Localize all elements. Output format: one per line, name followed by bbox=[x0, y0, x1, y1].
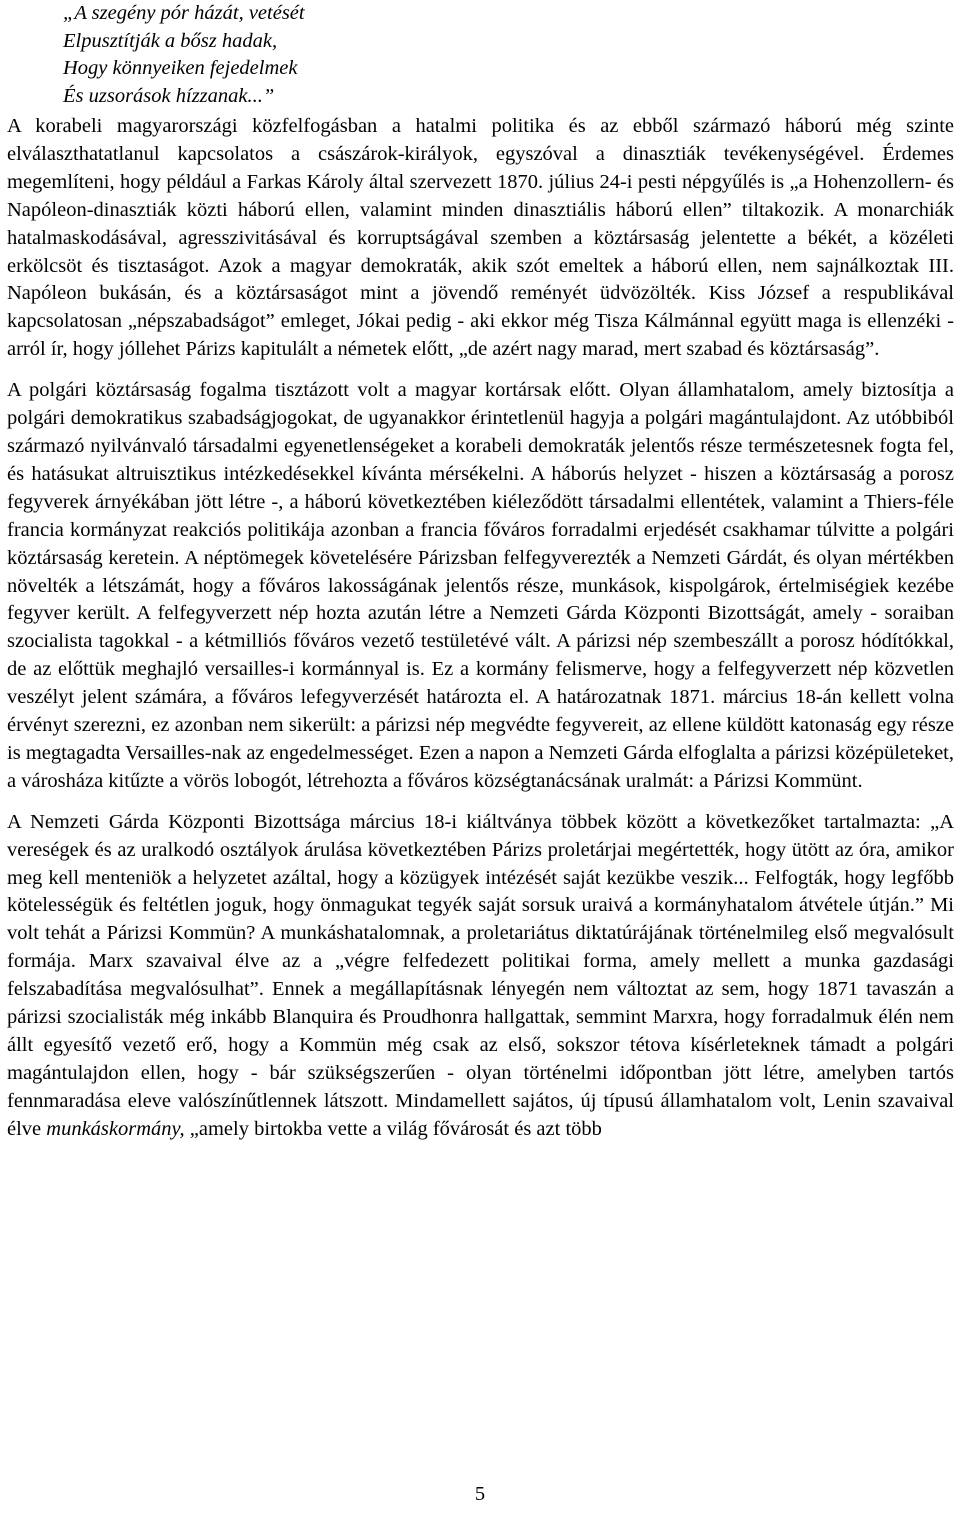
page-number: 5 bbox=[474, 1483, 486, 1505]
body-paragraph bbox=[7, 377, 954, 796]
paragraph-text: „amely birtokba vette a világ fővárosát és azt több bbox=[184, 1117, 602, 1140]
paragraph-text: A korabeli magyarországi közfelfogásban a hatalmi politika és az ebből származó háború még szinte elválaszthatatlanul kapcsolatos a császárok-királyok, egyszóval a dinasztiák tevékenységével. Érdemes megemlíteni, hogy például a Farkas Károly által szervezett 1870. július 24-i pesti népgyűlés is „a Hohenzollern- és Napóleon-dinasztiák közti háború ellen, valamint minden dinasztiális háború ellen” tiltakozik. A monarchiák hatalmaskodásával, agresszivitásával és korruptságával szemben a köztársaság jelentette a békét, a közéleti erkölcsöt és tisztaságot. Azok a magyar demokraták, akik szót emeltek a háború ellen, nem sajnálkoztak III. Napóleon bukásán, és a köztársaságot mint a jövendő reményét üdvözölték. Kiss József a respublikával kapcsolatosan „népszabadságot” emleget, Jókai pedig - aki ekkor még Tisza Kálmánnal együtt maga is ellenzéki - arról ír, hogy jóllehet Párizs kapitulált a németek előtt, „de azért nagy marad, mert szabad és köztársaság”. bbox=[7, 115, 954, 361]
poem-epigraph bbox=[63, 0, 954, 110]
poem-line: „A szegény pór házát, vetését bbox=[63, 2, 305, 24]
document-page bbox=[7, 0, 954, 1144]
paragraph-text: A Nemzeti Gárda Központi Bizottsága március 18-i kiáltványa többek között a következőket tartalmazta: „A vereségek és az uralkodó osztályok árulása következtében Párizs proletárjai megértették, hogy ütött az óra, amikor meg kell menteniök a helyzetet azáltal, hogy a közügyek intézését saját kezükbe veszik... Felfogták, hogy legfőbb kötelességük és feltétlen joguk, hogy önmagukat tegyék saját sorsuk uraivá a kormányhatalom átvétele útján.” Mi volt tehát a Párizsi Kommün? A munkáshatalomnak, a proletariátus diktatúrájának történelmileg első megvalósult formája. Marx szavaival élve az a „végre felfedezett politikai forma, amely mellett a munka gazdasági felszabadítása megvalósulhat”. Ennek a megállapításnak lényegén nem változtat az sem, hogy 1871 tavaszán a párizsi szocialisták még inkább Blanquira és Proudhonra hallgattak, semmint Marxra, hogy forradalmuk élén nem állt egyesítő vezető erő, hogy a Kommün még csak az első, sokszor tétova kísérleteknek támadt a polgári magántulajdon ellen, hogy - bár szükségszerűen - olyan történelmi időpontban jött létre, amelyben tartós fennmaradása eleve valószínűtlennek látszott. Mindamellett sajátos, új típusú államhatalom volt, Lenin szavaival élve bbox=[7, 810, 954, 1140]
body-paragraph bbox=[7, 113, 954, 364]
poem-line: Hogy könnyeiken fejedelmek bbox=[63, 57, 298, 79]
poem-line: És uzsorások hízzanak...” bbox=[63, 84, 275, 107]
emphasized-term: munkáskormány, bbox=[46, 1117, 185, 1140]
poem-line: Elpusztítják a bősz hadak, bbox=[63, 29, 278, 52]
paragraph-text: A polgári köztársaság fogalma tisztázott volt a magyar kortársak előtt. Olyan államhatalom, amely biztosítja a polgári demokratikus szabadságjogokat, de ugyanakkor érintetlenül hagyja a polgári magántulajdont. Az utóbbiból származó nyilvánvaló társadalmi egyenetlenségeket a korabeli demokraták jelentős része természetesnek fogta fel, és hatásukat altruisztikus intézkedésekkel kívánta mérsékelni. A háborús helyzet - hiszen a köztársaság a porosz fegyverek árnyékában jött létre -, a háború következtében kiéleződött társadalmi ellentétek, valamint a Thiers-féle francia kormányzat reakciós politikája azonban a francia főváros forradalmi erjedését csakhamar túlvitte a polgári köztársaság keretein. A néptömegek követelésére Párizsban felfegyverezték a Nemzeti Gárdát, és olyan mértékben növelték a létszámát, hogy a főváros lakosságának jelentős része, munkások, kispolgárok, értelmiségiek kezébe fegyver került. A felfegyverzett nép hozta azután létre a Nemzeti Gárda Központi Bizottságát, amely - soraiban szocialista tagokkal - a kétmilliós főváros vezető testületévé vált. A párizsi nép szembeszállt a porosz hódítókkal, de az előttük meghajló versailles-i kormánnyal is. Ez a kormány felismerve, hogy a felfegyverzett nép közvetlen veszélyt jelent számára, a főváros lefegyverzését határozta el. A határozatnak 1871. március 18-án kellett volna érvényt szerezni, ez azonban nem sikerült: a párizsi nép megvédte fegyvereit, az ellene küldött katonaság egy része is megtagadta Versailles-nak az engedelmességet. Ezen a napon a Nemzeti Gárda elfoglalta a párizsi középületeket, a városháza kitűzte a vörös lobogót, létrehozta a főváros községtanácsának uralmát: a Párizsi Kommünt. bbox=[7, 379, 954, 792]
body-paragraph bbox=[7, 809, 954, 1144]
